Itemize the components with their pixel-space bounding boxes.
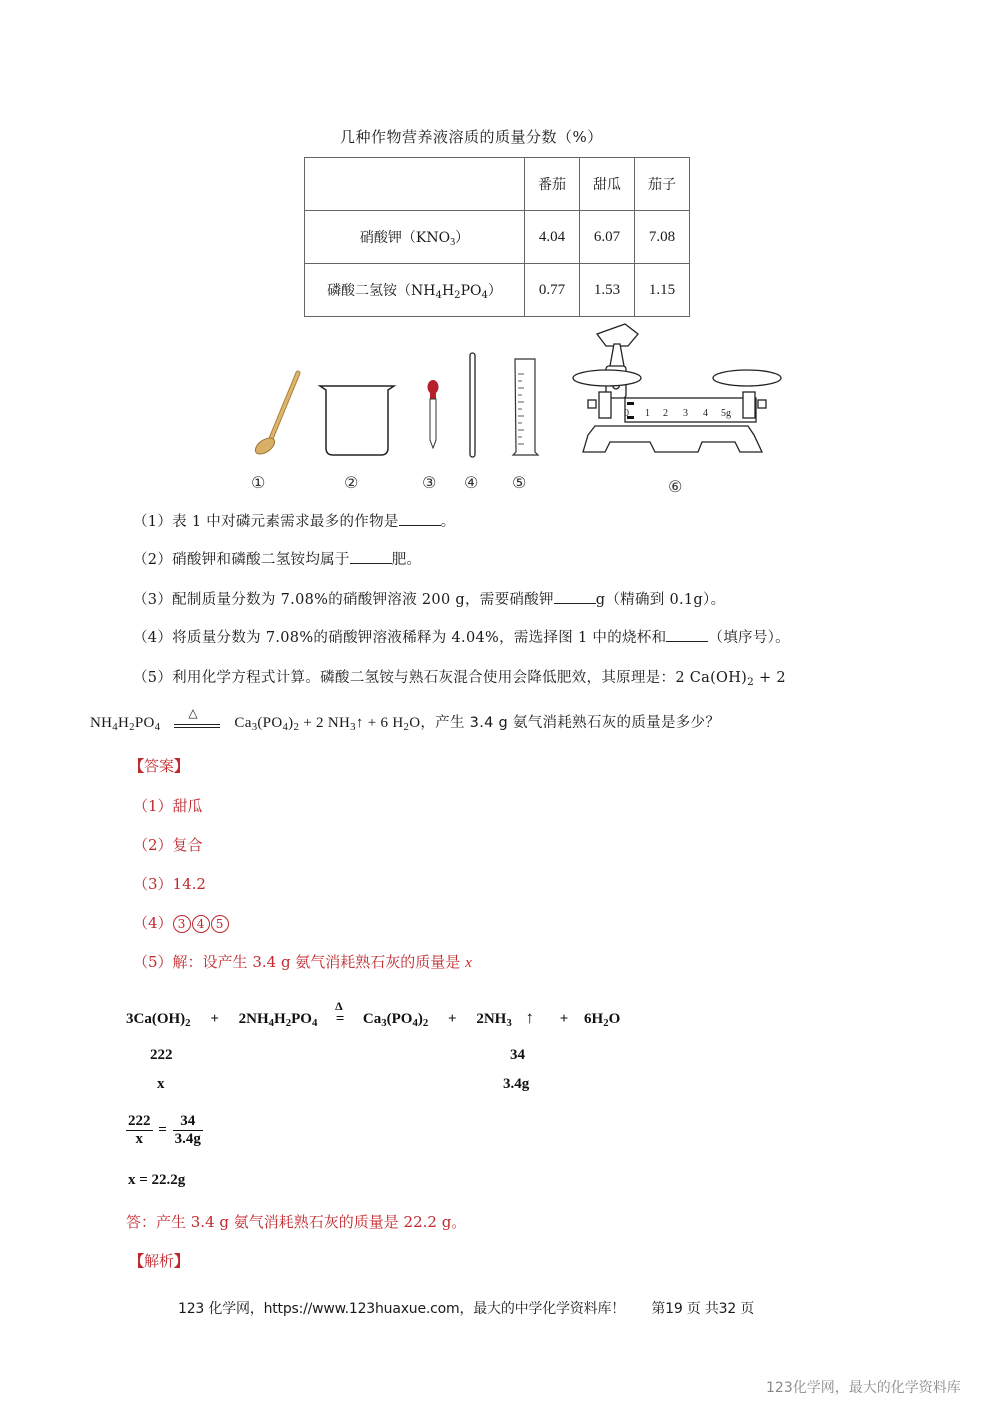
result: x = 22.2g bbox=[128, 1172, 186, 1188]
table-header-cell bbox=[305, 158, 525, 211]
question-4: （4）将质量分数为 7.08%的硝酸钾溶液稀释为 4.04%，需选择图 1 中的烧杯和 （填序号）。 bbox=[133, 626, 790, 647]
table-header-cell: 茄子 bbox=[635, 158, 690, 211]
table-header-cell: 甜瓜 bbox=[580, 158, 635, 211]
row-label-nh4h2po4: 磷酸二氢铵$(NH_4H_2PO_4)$ bbox=[305, 264, 525, 317]
answer-blank bbox=[350, 549, 392, 564]
spoon-icon bbox=[253, 373, 298, 457]
molar-mass-1: 222 bbox=[150, 1047, 173, 1063]
table-cell: 0.77 bbox=[525, 264, 580, 317]
scale-tick-label: 4 bbox=[703, 408, 708, 419]
scale-tick-label: 3 bbox=[683, 408, 688, 419]
answer-blank bbox=[666, 627, 708, 642]
table-cell: 6.07 bbox=[580, 211, 635, 264]
balanced-equation: $3Ca(OH)_2 + 2NH_4H_2PO_4$ Δ = $Ca_3(PO_4)_2 + 2NH_3$ ↑ + $6H_2O$ bbox=[126, 999, 621, 1030]
proportion: $\frac{222}{x}$ = $\frac{34}{3.4g}$ bbox=[128, 1113, 201, 1147]
heat-equals-sign: △ bbox=[174, 720, 220, 728]
answer-blank bbox=[399, 511, 441, 526]
figure-label-6: ⑥ bbox=[668, 477, 683, 496]
table-header-cell: 番茄 bbox=[525, 158, 580, 211]
table-cell: 1.15 bbox=[635, 264, 690, 317]
figure-label-4: ④ bbox=[464, 473, 479, 492]
question-2: （2）硝酸钾和磷酸二氢铵均属于 肥。 bbox=[133, 548, 421, 569]
figure-label-3: ③ bbox=[422, 473, 437, 492]
answer-3: （3）14.2 bbox=[133, 875, 206, 893]
table-title: 几种作物营养液溶质的质量分数（%） bbox=[340, 128, 603, 146]
table-row bbox=[305, 264, 690, 317]
question-3: （3）配制质量分数为 7.08%的硝酸钾溶液 200 g，需要硝酸钾 g（精确到 0.1g）。 bbox=[133, 588, 725, 609]
page-footer: 123 化学网，https://www.123huaxue.com，最大的中学化学资料库！ 第19 页 共32 页 bbox=[178, 1301, 755, 1317]
question-1: （1）表 1 中对磷元素需求最多的作物是 。 bbox=[133, 510, 455, 531]
molar-mass-2: 34 bbox=[510, 1047, 525, 1063]
table-cell: 4.04 bbox=[525, 211, 580, 264]
scale-tick-label: 1 bbox=[645, 408, 650, 419]
row-label-kno3: 硝酸钾$(KNO_3)$ bbox=[305, 211, 525, 264]
table-header-row bbox=[305, 158, 690, 211]
question-5-line2: $NH_4H_2PO_4$ △ $Ca_3(PO_4)_2 + 2$ $NH_3↑ + 6$ $H_2O$，产生 3.4 g 氨气消耗熟石灰的质量是多少？ bbox=[90, 705, 721, 734]
apparatus-figure bbox=[240, 318, 800, 503]
table-row bbox=[305, 211, 690, 264]
page-number: 第19 页 共32 页 bbox=[651, 1301, 755, 1317]
question-5-line1: （5）利用化学方程式计算。磷酸二氢铵与熟石灰混合使用会降低肥效，其原理是：2 $Ca(OH)_2 + 2$ bbox=[133, 670, 786, 689]
known-mass: 3.4g bbox=[503, 1076, 530, 1092]
answer-conclusion: 答：产生 3.4 g 氨气消耗熟石灰的质量是 22.2 g。 bbox=[126, 1213, 467, 1231]
nutrient-table bbox=[304, 157, 690, 317]
beaker-icon bbox=[320, 386, 394, 455]
watermark: 123化学网，最大的化学资料库 bbox=[766, 1380, 961, 1396]
answer-heading: 【答案】 bbox=[129, 757, 190, 775]
figure-label-5: ⑤ bbox=[512, 473, 527, 492]
answer-1: （1）甜瓜 bbox=[133, 797, 203, 815]
dropper-icon bbox=[428, 380, 439, 448]
scale-tick-label: 0 bbox=[624, 408, 629, 419]
scale-tick-label: 5g bbox=[721, 408, 731, 419]
table-cell: 1.53 bbox=[580, 264, 635, 317]
answer-blank bbox=[554, 589, 596, 604]
unknown-mass: x bbox=[157, 1076, 165, 1092]
answer-5: （5）解：设产生 3.4 g 氨气消耗熟石灰的质量是 x bbox=[133, 953, 472, 971]
balance-scale-icon bbox=[573, 324, 781, 452]
answer-4: （4） 3 4 5 bbox=[133, 912, 230, 933]
graduated-cylinder-icon bbox=[513, 359, 538, 455]
scale-tick-label: 2 bbox=[663, 408, 668, 419]
heat-sign: Δ = bbox=[335, 999, 345, 1027]
figure-label-2: ② bbox=[344, 473, 359, 492]
analysis-heading: 【解析】 bbox=[129, 1252, 190, 1270]
answer-2: （2）复合 bbox=[133, 836, 203, 854]
table-cell: 7.08 bbox=[635, 211, 690, 264]
glass-rod-icon bbox=[470, 353, 475, 457]
figure-label-1: ① bbox=[251, 473, 266, 492]
